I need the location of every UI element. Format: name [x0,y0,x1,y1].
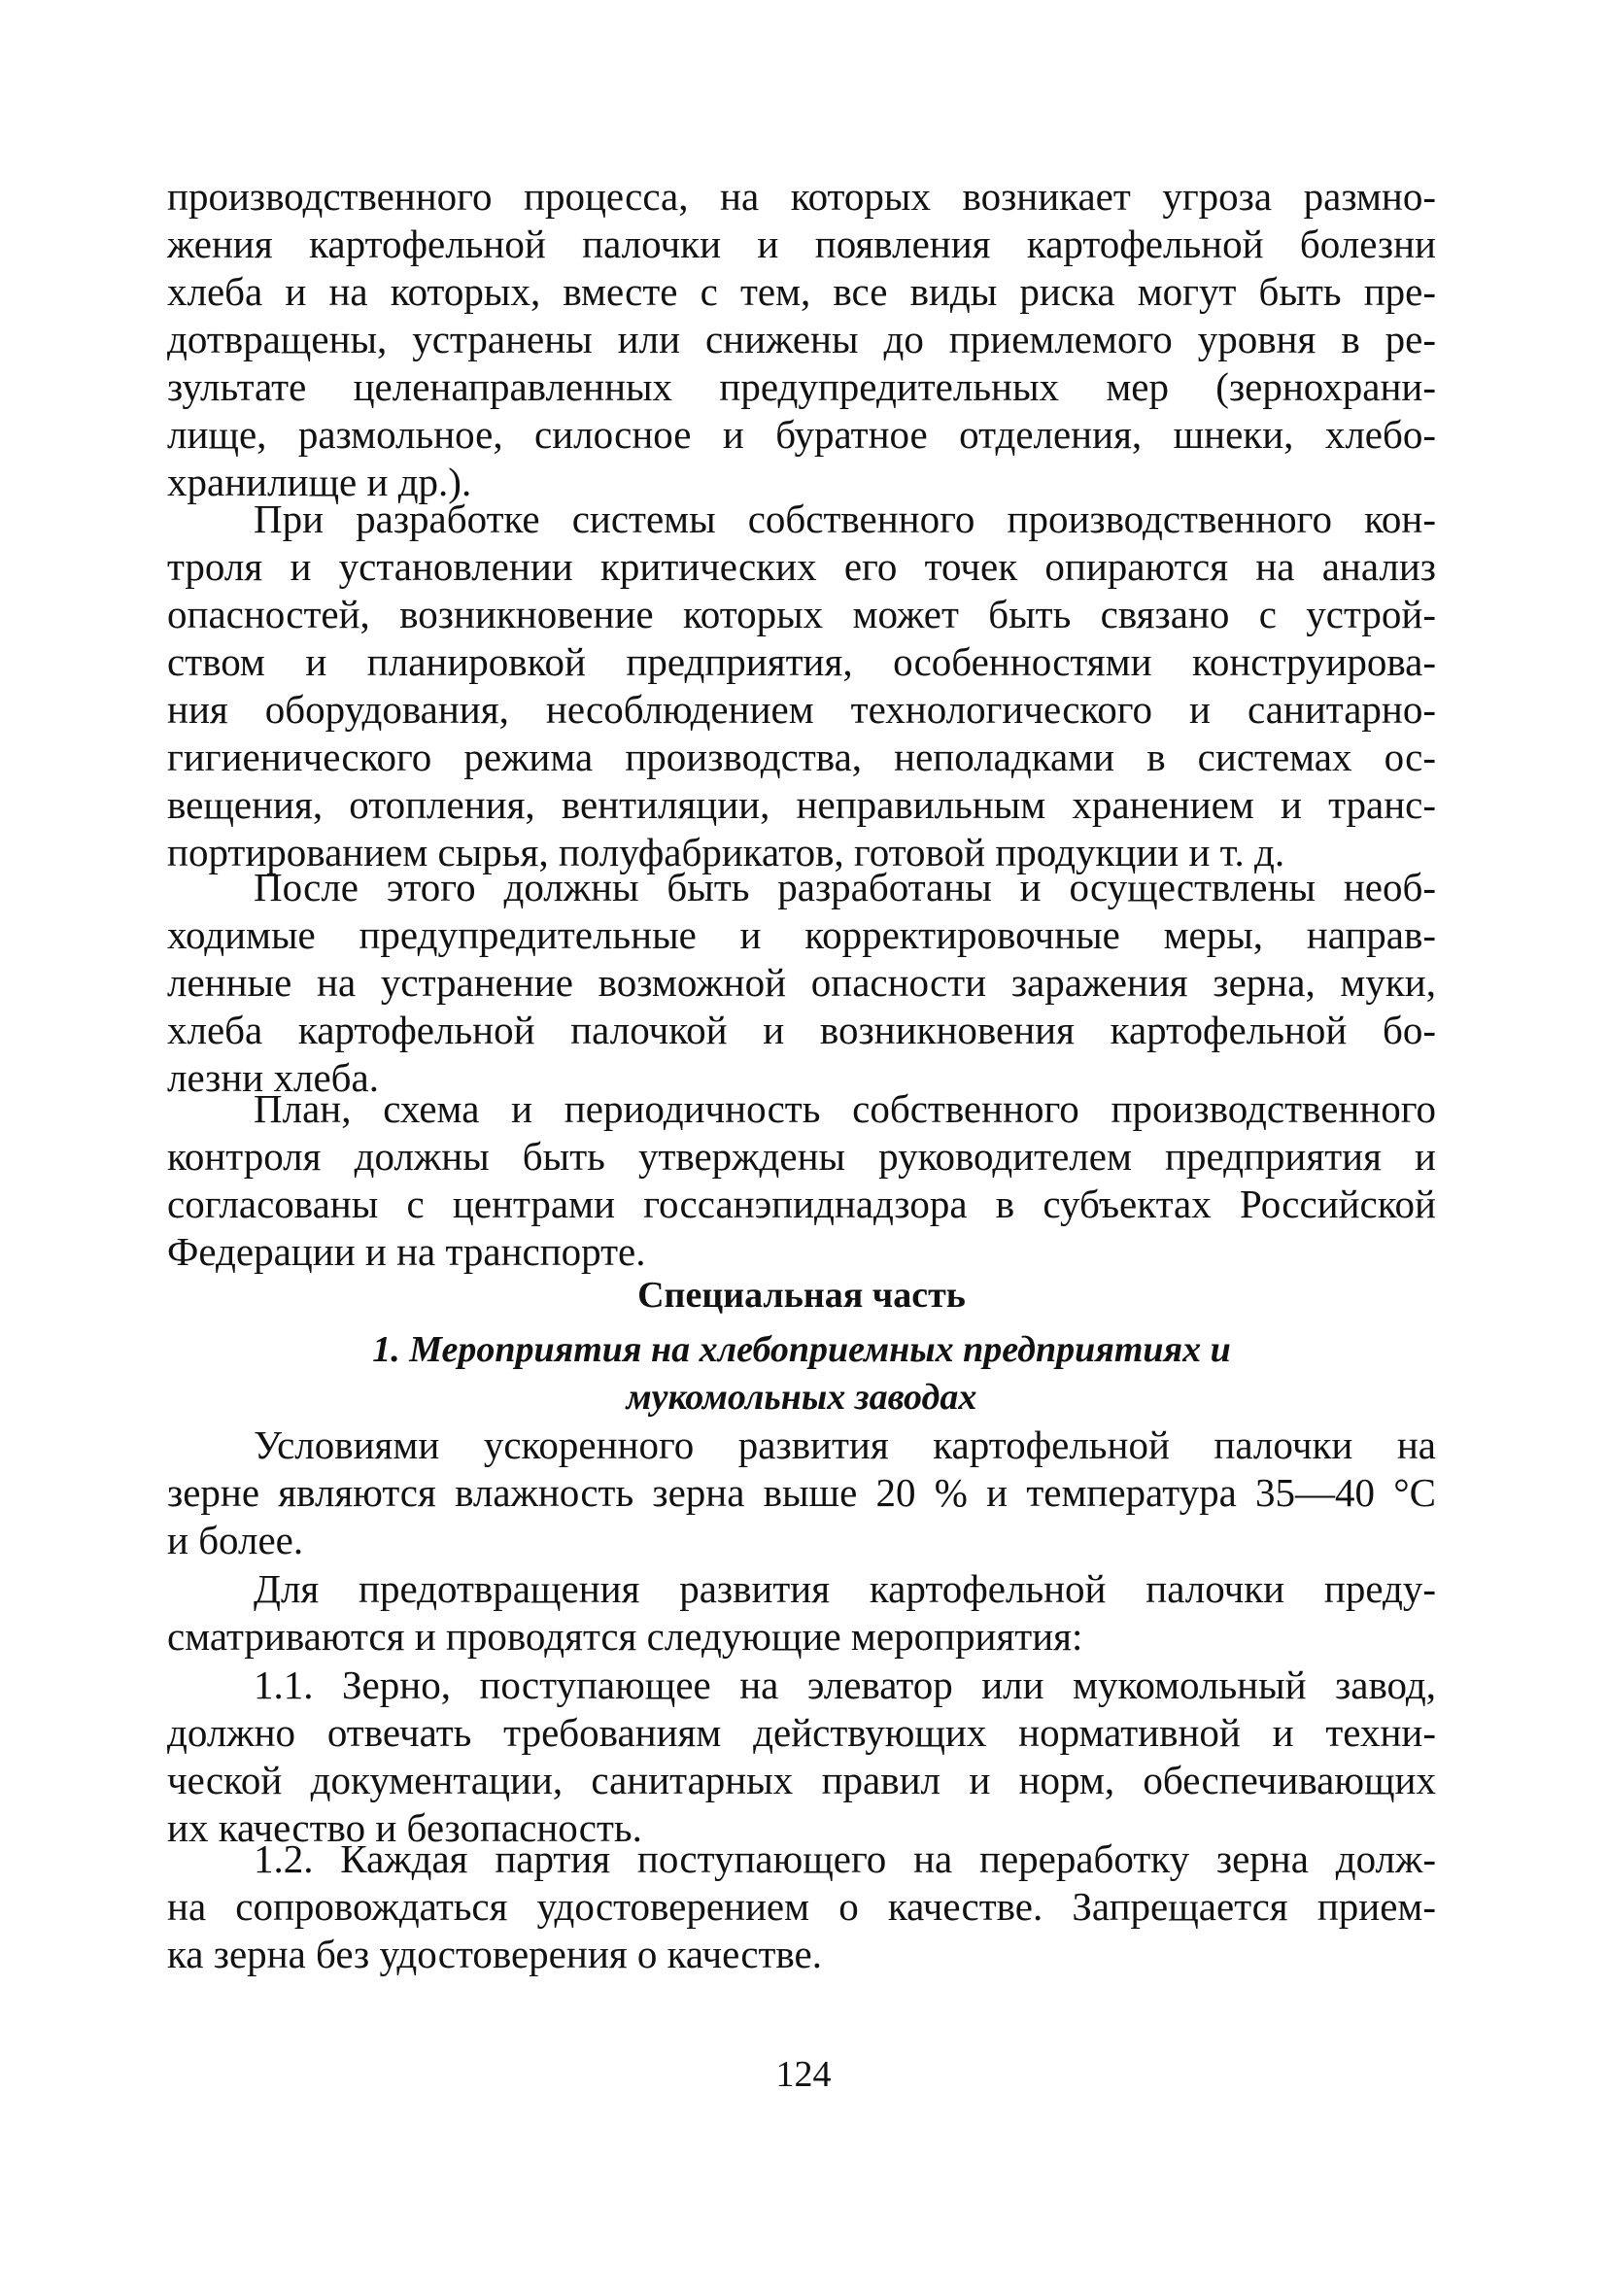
text-line: согласованы с центрами госсанэпиднадзора в субъектах Российской [167,1182,1436,1226]
text-line: на сопровождаться удостоверением о качестве. Запрещается прием- [167,1884,1436,1929]
text-line: лезни хлеба. [167,1055,379,1100]
text-line: их качество и безопасность. [167,1805,642,1850]
paragraph-6 [167,1565,1436,1661]
text-line: хранилище и др.). [167,460,472,504]
text-line: хлеба картофельной палочкой и возникновения картофельной бо- [167,1008,1436,1052]
text-line: контроля должны быть утверждены руководителем предприятия и [167,1134,1436,1179]
list-item-1-1 [167,1662,1436,1852]
text-line: портированием сырья, полуфабрикатов, готовой продукции и т. д. [167,830,1285,874]
text-line: ния оборудования, несоблюдением технологического и санитарно- [167,687,1436,732]
text-line: сматриваются и проводятся следующие мероприятия: [167,1614,1083,1659]
text-line: зерне являются влажность зерна выше 20 % и температура 35—40 °С [167,1470,1436,1515]
text-line: дотвращены, устранены или снижены до приемлемого уровня в ре- [167,317,1436,361]
text-line: должно отвечать требованиям действующих нормативной и техни- [167,1710,1436,1755]
text-line: хлеба и на которых, вместе с тем, все виды риска могут быть пре- [167,269,1436,314]
text-line: 1.2. Каждая партия поступающего на переработку зерна долж- [254,1836,1436,1881]
text-line: После этого должны быть разработаны и осуществлены необ- [254,865,1436,909]
text-line: опасностей, возникновение которых может быть связано с устрой- [167,592,1436,636]
text-line: Федерации и на транспорте. [167,1229,646,1274]
text-line: и более. [167,1518,304,1562]
text-line: производственного процесса, на которых возникает угроза размно- [167,174,1436,219]
text-line: Для предотвращения развития картофельной палочки преду- [254,1566,1436,1611]
text-line: ходимые предупредительные и корректировочные меры, направ- [167,912,1436,957]
subsection-title-line-2: мукомольных заводах [626,1377,977,1418]
paragraph-4 [167,1085,1436,1276]
text-line: троля и установлении критических его точек опираются на анализ [167,544,1436,589]
text-line: План, схема и периодичность собственного производственного [254,1086,1436,1131]
text-line: ством и планировкой предприятия, особенностями конструирова- [167,639,1436,684]
text-line: Условиями ускоренного развития картофельной палочки на [254,1422,1436,1467]
paragraph-1 [167,173,1436,506]
text-line: жения картофельной палочки и появления картофельной болезни [167,222,1436,266]
paragraph-5 [167,1422,1436,1564]
paragraph-3 [167,864,1436,1102]
text-line: 1.1. Зерно, поступающее на элеватор или мукомольный завод, [254,1662,1436,1707]
text-line: зультате целенаправленных предупредительных мер (зернохрани- [167,364,1436,409]
list-item-1-2 [167,1835,1436,1978]
paragraph-2 [167,496,1436,876]
text-line: вещения, отопления, вентиляции, неправильным хранением и транс- [167,782,1436,827]
text-line: ленные на устранение возможной опасности заражения зерна, муки, [167,960,1436,1005]
subsection-title [167,1326,1436,1422]
text-line: ческой документации, санитарных правил и норм, обеспечивающих [167,1758,1436,1802]
text-line: ка зерна без удостоверения о качестве. [167,1932,822,1976]
subsection-title-line-1: 1. Мероприятия на хлебоприемных предприятиях и [372,1329,1231,1370]
text-line: При разработке системы собственного производственного кон- [254,497,1436,541]
text-line: гигиенического режима производства, неполадками в системах ос- [167,735,1436,779]
text-line: лище, размольное, силосное и буратное отделения, шнеки, хлебо- [167,412,1436,457]
section-title: Специальная часть [637,1275,966,1316]
page-number: 124 [775,2054,832,2095]
